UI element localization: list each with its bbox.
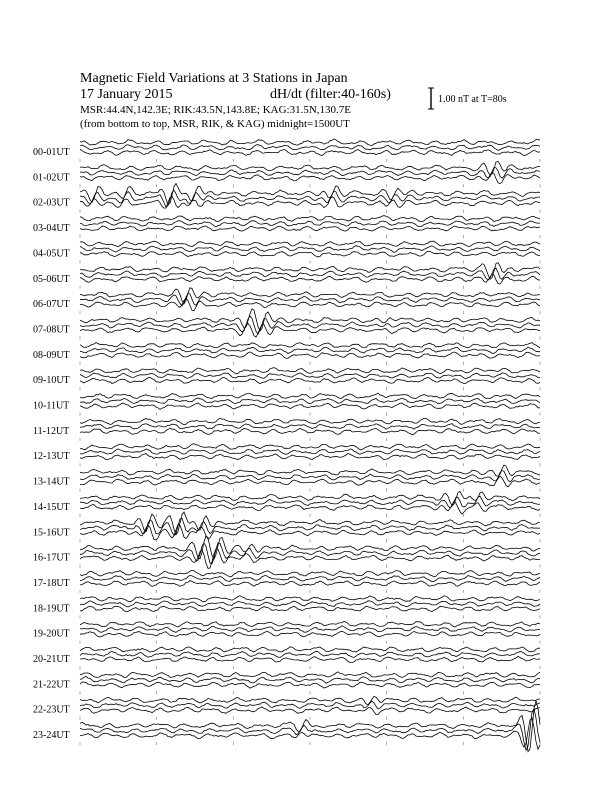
hour-label: 01-02UT: [33, 172, 70, 184]
trace-MSR: [80, 656, 540, 662]
hour-label: 03-04UT: [33, 223, 70, 235]
hour-label: 07-08UT: [33, 324, 70, 336]
trace-KAG: [80, 621, 540, 627]
hour-label: 06-07UT: [33, 299, 70, 311]
hour-label: 15-16UT: [33, 527, 70, 539]
trace-MSR: [80, 682, 540, 688]
trace-KAG: [80, 465, 540, 476]
trace-RIK: [80, 347, 540, 354]
trace-MSR: [80, 631, 540, 637]
chart-filter-label: dH/dt (filter:40-160s): [270, 87, 391, 102]
hour-label: 20-21UT: [33, 654, 70, 665]
hour-label: 21-22UT: [33, 679, 70, 691]
hour-label: 14-15UT: [33, 501, 70, 513]
trace-KAG: [80, 596, 540, 602]
trace-RIK: [80, 518, 540, 535]
hour-label: 22-23UT: [33, 704, 70, 716]
trace-RIK: [80, 449, 540, 454]
trace-KAG: [80, 368, 540, 374]
trace-KAG: [80, 343, 540, 348]
hour-label: 19-20UT: [33, 628, 70, 640]
trace-RIK: [80, 246, 540, 253]
trace-KAG: [80, 444, 540, 450]
trace-RIK: [80, 293, 540, 306]
trace-MSR: [80, 707, 540, 715]
trace-KAG: [80, 393, 540, 399]
trace-MSR: [80, 377, 540, 383]
trace-RIK: [80, 601, 540, 607]
trace-RIK: [80, 145, 540, 151]
trace-KAG: [80, 216, 540, 222]
chart-title: Magnetic Field Variations at 3 Stations in Japan: [80, 71, 348, 86]
trace-RIK: [80, 221, 540, 227]
trace-KAG: [80, 288, 540, 304]
hour-label: 02-03UT: [33, 197, 70, 209]
trace-KAG: [80, 570, 540, 576]
trace-MSR: [80, 149, 540, 155]
trace-RIK: [80, 424, 540, 430]
trace-RIK: [80, 190, 540, 207]
trace-KAG: [80, 241, 540, 247]
trace-KAG: [80, 647, 540, 652]
hour-label: 12-13UT: [33, 451, 70, 463]
hour-label: 23-24UT: [33, 730, 70, 742]
hour-label: 08-09UT: [33, 349, 70, 361]
trace-MSR: [80, 251, 540, 257]
hour-label: 18-19UT: [33, 603, 70, 615]
trace-MSR: [80, 226, 540, 231]
trace-MSR: [80, 352, 540, 359]
hour-label: 17-18UT: [33, 577, 70, 589]
trace-KAG: [80, 696, 540, 704]
trace-RIK: [80, 651, 540, 657]
trace-RIK: [80, 677, 540, 684]
hour-label: 13-14UT: [33, 476, 70, 488]
station-order-note: (from bottom to top, MSR, RIK, & KAG) midnight=1500UT: [80, 118, 350, 130]
trace-MSR: [80, 196, 540, 208]
trace-RIK: [80, 398, 540, 404]
hour-label: 11-12UT: [33, 425, 70, 437]
trace-MSR: [80, 581, 540, 587]
trace-RIK: [80, 575, 540, 581]
hour-label: 04-05UT: [33, 248, 70, 260]
trace-KAG: [80, 536, 540, 560]
trace-KAG: [80, 161, 540, 175]
hour-label: 05-06UT: [33, 273, 70, 285]
trace-KAG: [80, 263, 540, 280]
trace-RIK: [80, 701, 540, 709]
hour-label: 16-17UT: [33, 552, 70, 564]
hour-label: 10-11UT: [33, 400, 70, 412]
station-coordinates: MSR:44.4N,142.3E; RIK:43.5N,143.8E; KAG:31.5N,130.7E: [80, 104, 352, 116]
scale-bar-label: 1.00 nT at T=80s: [438, 94, 507, 105]
trace-MSR: [80, 453, 540, 459]
trace-RIK: [80, 626, 540, 633]
trace-MSR: [80, 428, 540, 435]
trace-MSR: [80, 606, 540, 612]
chart-date: 17 January 2015: [80, 87, 173, 102]
trace-KAG: [80, 418, 540, 424]
trace-KAG: [80, 139, 540, 146]
trace-MSR: [80, 476, 540, 487]
hour-label: 09-10UT: [33, 375, 70, 387]
trace-KAG: [80, 672, 540, 678]
hour-label: 00-01UT: [33, 147, 70, 158]
